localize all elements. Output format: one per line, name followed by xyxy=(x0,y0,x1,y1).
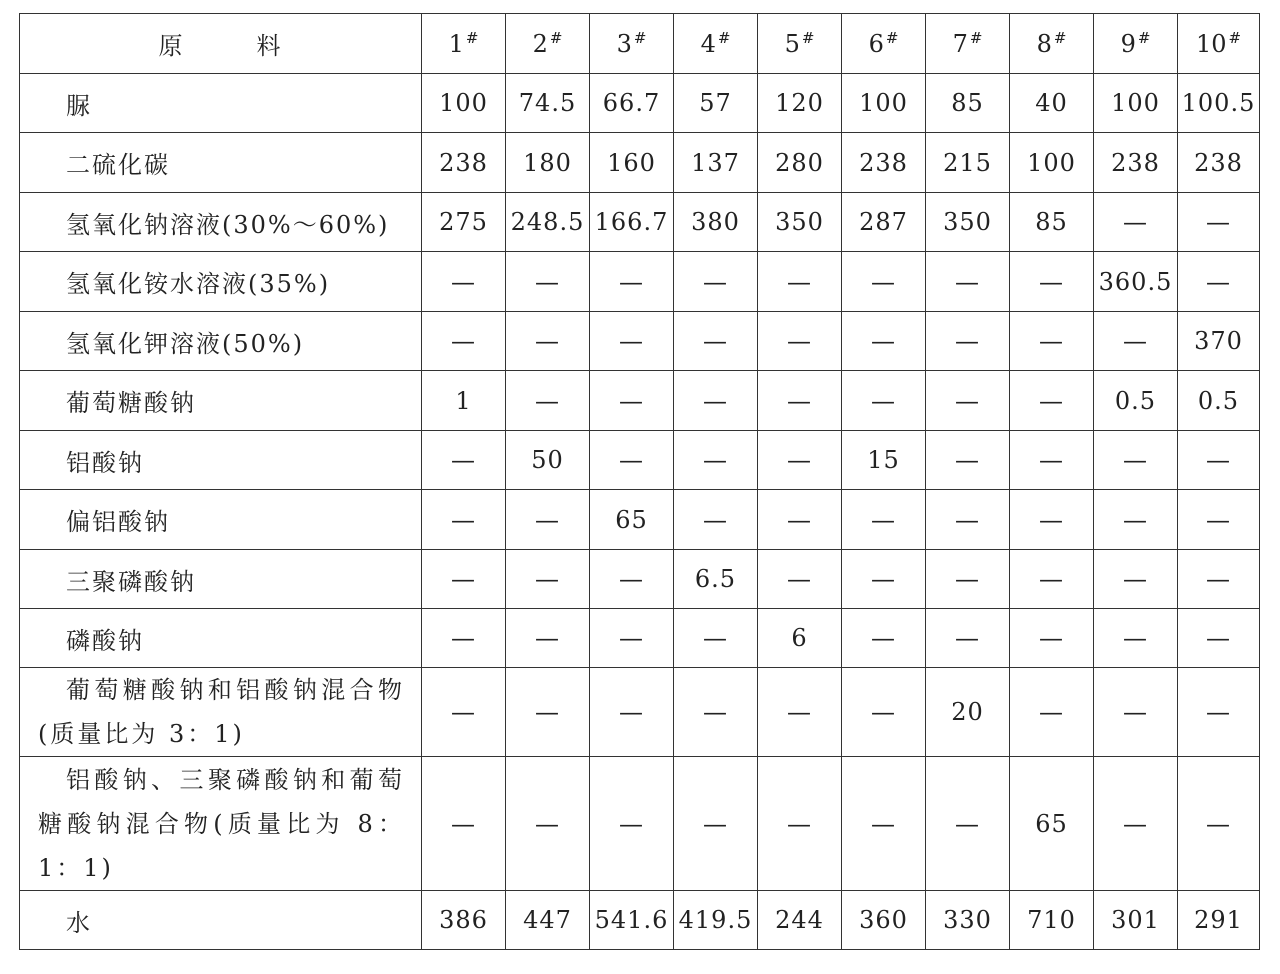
value-cell: 447 xyxy=(506,891,590,950)
value-cell: — xyxy=(926,757,1010,891)
material-name: 铝酸钠、三聚磷酸钠和葡萄糖酸钠混合物(质量比为 8：1：1) xyxy=(20,757,422,891)
value-cell: — xyxy=(1010,371,1094,431)
value-cell: — xyxy=(758,371,842,431)
value-cell: 275 xyxy=(422,193,506,252)
value-cell: — xyxy=(674,490,758,550)
value-cell: — xyxy=(590,312,674,371)
value-cell: — xyxy=(422,312,506,371)
value-cell: — xyxy=(506,757,590,891)
table-row xyxy=(20,550,1260,609)
value-cell: 291 xyxy=(1178,891,1260,950)
value-cell: 360 xyxy=(842,891,926,950)
value-cell: — xyxy=(1010,431,1094,490)
material-name: 水 xyxy=(20,891,422,950)
material-header-char2: 料 xyxy=(256,32,283,60)
material-name: 偏铝酸钠 xyxy=(20,490,422,550)
value-cell: — xyxy=(842,757,926,891)
table-row xyxy=(20,490,1260,550)
value-cell: — xyxy=(758,252,842,312)
material-name: 磷酸钠 xyxy=(20,609,422,668)
value-cell: — xyxy=(506,490,590,550)
sample-header: 10 # xyxy=(1178,14,1260,74)
value-cell: — xyxy=(422,757,506,891)
value-cell: — xyxy=(506,312,590,371)
material-header xyxy=(20,14,422,74)
value-cell: — xyxy=(758,490,842,550)
value-cell: 160 xyxy=(590,133,674,193)
value-cell: 238 xyxy=(422,133,506,193)
table-row xyxy=(20,431,1260,490)
value-cell: — xyxy=(926,550,1010,609)
value-cell: — xyxy=(506,371,590,431)
value-cell: — xyxy=(506,252,590,312)
material-header-char1: 原 xyxy=(158,32,185,60)
value-cell: 100 xyxy=(842,74,926,133)
value-cell: 0.5 xyxy=(1178,371,1260,431)
value-cell: — xyxy=(1010,668,1094,757)
sample-header: 1 # xyxy=(422,14,506,74)
value-cell: 215 xyxy=(926,133,1010,193)
value-cell: — xyxy=(1010,550,1094,609)
value-cell: — xyxy=(1178,668,1260,757)
value-cell: — xyxy=(1010,609,1094,668)
value-cell: — xyxy=(1178,431,1260,490)
value-cell: 6 xyxy=(758,609,842,668)
sample-header: 3 # xyxy=(590,14,674,74)
value-cell: — xyxy=(674,757,758,891)
value-cell: 20 xyxy=(926,668,1010,757)
value-cell: 238 xyxy=(842,133,926,193)
value-cell: — xyxy=(1094,490,1178,550)
material-name: 葡萄糖酸钠和铝酸钠混合物(质量比为 3：1) xyxy=(20,668,422,757)
value-cell: — xyxy=(422,550,506,609)
table-row xyxy=(20,371,1260,431)
value-cell: 57 xyxy=(674,74,758,133)
value-cell: — xyxy=(1094,193,1178,252)
value-cell: 301 xyxy=(1094,891,1178,950)
value-cell: — xyxy=(926,609,1010,668)
value-cell: 137 xyxy=(674,133,758,193)
value-cell: — xyxy=(1178,193,1260,252)
value-cell: — xyxy=(758,668,842,757)
value-cell: — xyxy=(674,252,758,312)
value-cell: — xyxy=(674,312,758,371)
value-cell: — xyxy=(926,371,1010,431)
value-cell: — xyxy=(422,668,506,757)
value-cell: — xyxy=(758,550,842,609)
value-cell: — xyxy=(1094,431,1178,490)
value-cell: 350 xyxy=(926,193,1010,252)
value-cell: — xyxy=(590,550,674,609)
value-cell: — xyxy=(1178,609,1260,668)
value-cell: — xyxy=(1010,312,1094,371)
formulation-table xyxy=(19,13,1260,950)
value-cell: — xyxy=(842,668,926,757)
value-cell: 710 xyxy=(1010,891,1094,950)
value-cell: — xyxy=(1010,490,1094,550)
value-cell: 541.6 xyxy=(590,891,674,950)
value-cell: — xyxy=(758,312,842,371)
value-cell: — xyxy=(1094,312,1178,371)
value-cell: 280 xyxy=(758,133,842,193)
sample-header: 8 # xyxy=(1010,14,1094,74)
value-cell: 100 xyxy=(1094,74,1178,133)
value-cell: — xyxy=(422,490,506,550)
value-cell: — xyxy=(590,757,674,891)
material-name: 氢氧化钾溶液(50%) xyxy=(20,312,422,371)
sample-header: 6 # xyxy=(842,14,926,74)
value-cell: — xyxy=(422,609,506,668)
material-name: 二硫化碳 xyxy=(20,133,422,193)
value-cell: 330 xyxy=(926,891,1010,950)
value-cell: — xyxy=(674,609,758,668)
value-cell: — xyxy=(506,550,590,609)
value-cell: 15 xyxy=(842,431,926,490)
value-cell: — xyxy=(674,371,758,431)
value-cell: 100 xyxy=(422,74,506,133)
value-cell: — xyxy=(926,252,1010,312)
value-cell: 386 xyxy=(422,891,506,950)
value-cell: — xyxy=(422,431,506,490)
value-cell: 74.5 xyxy=(506,74,590,133)
table-row xyxy=(20,891,1260,950)
sample-header: 9 # xyxy=(1094,14,1178,74)
value-cell: — xyxy=(674,431,758,490)
value-cell: 238 xyxy=(1094,133,1178,193)
material-name: 氢氧化铵水溶液(35%) xyxy=(20,252,422,312)
value-cell: — xyxy=(758,431,842,490)
value-cell: 180 xyxy=(506,133,590,193)
value-cell: — xyxy=(590,431,674,490)
value-cell: 100.5 xyxy=(1178,74,1260,133)
value-cell: — xyxy=(926,312,1010,371)
table-row xyxy=(20,252,1260,312)
value-cell: 65 xyxy=(590,490,674,550)
value-cell: — xyxy=(422,252,506,312)
value-cell: — xyxy=(590,252,674,312)
value-cell: — xyxy=(926,490,1010,550)
value-cell: — xyxy=(926,431,1010,490)
value-cell: 85 xyxy=(1010,193,1094,252)
sample-header: 2 # xyxy=(506,14,590,74)
material-name: 三聚磷酸钠 xyxy=(20,550,422,609)
value-cell: — xyxy=(842,312,926,371)
table-row xyxy=(20,668,1260,757)
value-cell: 380 xyxy=(674,193,758,252)
value-cell: — xyxy=(506,609,590,668)
table-row xyxy=(20,74,1260,133)
value-cell: — xyxy=(1178,550,1260,609)
value-cell: 370 xyxy=(1178,312,1260,371)
value-cell: — xyxy=(1178,490,1260,550)
material-name: 氢氧化钠溶液(30%～60%) xyxy=(20,193,422,252)
value-cell: — xyxy=(842,252,926,312)
value-cell: 287 xyxy=(842,193,926,252)
header-row xyxy=(20,14,1260,74)
table-row xyxy=(20,609,1260,668)
value-cell: — xyxy=(1094,757,1178,891)
sample-header: 4 # xyxy=(674,14,758,74)
value-cell: — xyxy=(842,371,926,431)
value-cell: 350 xyxy=(758,193,842,252)
value-cell: 0.5 xyxy=(1094,371,1178,431)
value-cell: 1 xyxy=(422,371,506,431)
value-cell: 66.7 xyxy=(590,74,674,133)
value-cell: — xyxy=(1178,252,1260,312)
value-cell: 419.5 xyxy=(674,891,758,950)
value-cell: — xyxy=(1178,757,1260,891)
value-cell: — xyxy=(590,609,674,668)
value-cell: — xyxy=(1094,609,1178,668)
value-cell: 238 xyxy=(1178,133,1260,193)
value-cell: — xyxy=(1094,550,1178,609)
value-cell: — xyxy=(590,371,674,431)
value-cell: 100 xyxy=(1010,133,1094,193)
table-row xyxy=(20,757,1260,891)
material-name: 脲 xyxy=(20,74,422,133)
value-cell: — xyxy=(842,490,926,550)
sample-header: 7 # xyxy=(926,14,1010,74)
material-name: 葡萄糖酸钠 xyxy=(20,371,422,431)
value-cell: 248.5 xyxy=(506,193,590,252)
value-cell: — xyxy=(590,668,674,757)
value-cell: — xyxy=(842,609,926,668)
value-cell: 65 xyxy=(1010,757,1094,891)
value-cell: 244 xyxy=(758,891,842,950)
material-name: 铝酸钠 xyxy=(20,431,422,490)
table-row xyxy=(20,133,1260,193)
value-cell: 360.5 xyxy=(1094,252,1178,312)
value-cell: 166.7 xyxy=(590,193,674,252)
table-row xyxy=(20,193,1260,252)
value-cell: — xyxy=(506,668,590,757)
sample-header: 5 # xyxy=(758,14,842,74)
value-cell: — xyxy=(842,550,926,609)
value-cell: — xyxy=(758,757,842,891)
value-cell: 120 xyxy=(758,74,842,133)
value-cell: — xyxy=(1094,668,1178,757)
value-cell: 6.5 xyxy=(674,550,758,609)
table-body xyxy=(20,74,1260,950)
value-cell: — xyxy=(1010,252,1094,312)
table-row xyxy=(20,312,1260,371)
value-cell: 50 xyxy=(506,431,590,490)
value-cell: 40 xyxy=(1010,74,1094,133)
value-cell: 85 xyxy=(926,74,1010,133)
value-cell: — xyxy=(674,668,758,757)
